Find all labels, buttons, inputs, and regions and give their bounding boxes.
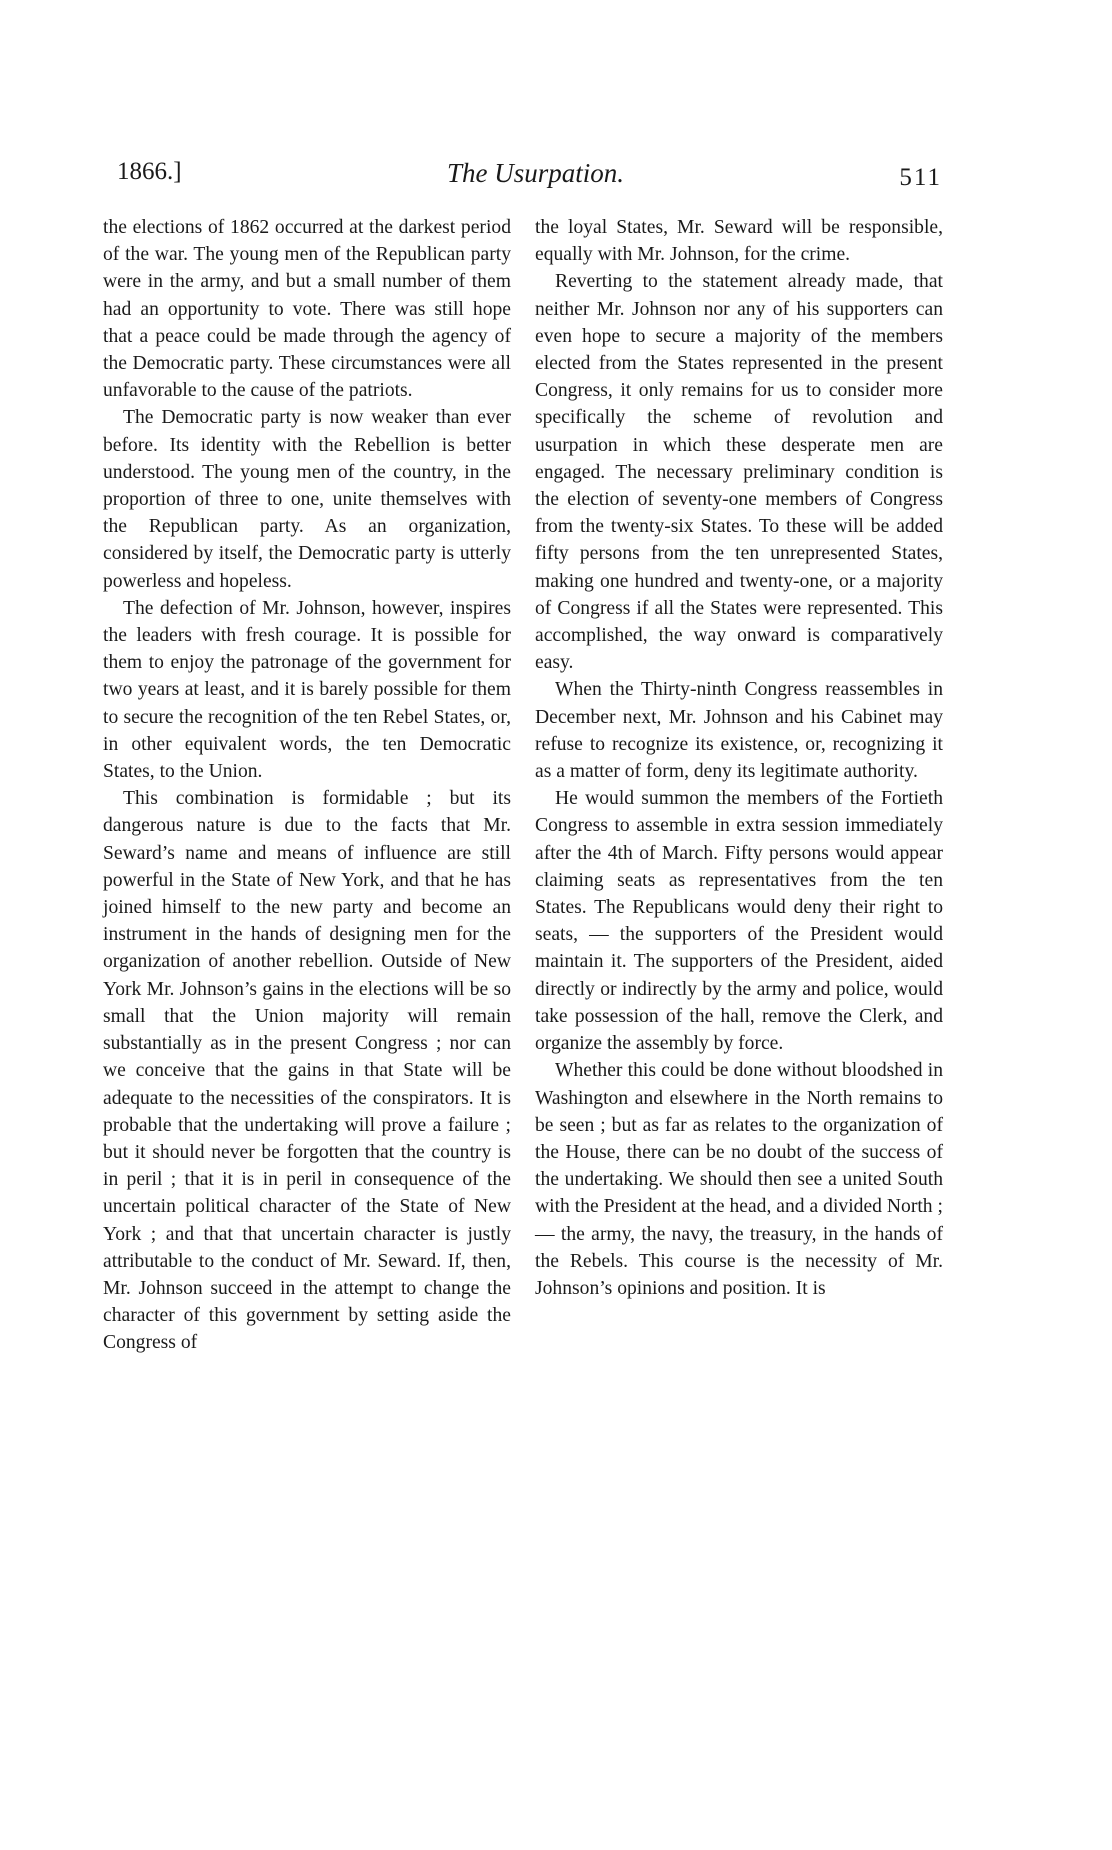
paragraph: He would summon the members of the Fortieth Congress to assemble in extra session immediately after the 4th of March. Fifty persons would appear claiming seats as representatives from the ten States. The Republicans would deny their right to seats, — the supporters of the President would maintain it. The supporters of the President, aided directly or indirectly by the army and police, would take possession of the hall, remove the Clerk, and organize the assembly by force. xyxy=(535,788,943,1055)
paragraph: This combination is formidable ; but its dangerous nature is due to the facts that Mr. Seward’s name and means of influence are still powerful in the State of New York, and that he has joined himself to the new party and become an instrument in the hands of designing men for the organization of another rebellion. Outside of New York Mr. Johnson’s gains in the elections will be so small that the Union majority will remain substantially as in the present Congress ; nor can we conceive that the gains in that State will be adequate to the necessities of the conspirators. It is probable that the undertaking will prove a failure ; but it should never be forgotten that the country is in peril ; that it is in peril in consequence of the uncertain political character of the State of New York ; and that that uncertain character is justly attributable to the conduct of Mr. Seward. If, then, Mr. Johnson succeed in the attempt to change the character of this government by setting aside the Congress of xyxy=(103,788,511,1354)
paragraph: Whether this could be done without bloodshed in Washington and elsewhere in the North remains to be seen ; but as far as relates to the organization of the House, there can be no doubt of the success of the undertaking. We should then see a united South with the President at the head, and a divided North ; — the army, the navy, the treasury, in the hands of the Rebels. This course is the necessity of Mr. Johnson’s opinions and position. It is xyxy=(535,1060,943,1299)
right-column xyxy=(535,214,943,1302)
paragraph: the elections of 1862 occurred at the darkest period of the war. The young men of the Republican party were in the army, and but a small number of them had an opportunity to vote. There was still hope that a peace could be made through the agency of the Democratic party. These circumstances were all unfavorable to the cause of the patriots. xyxy=(103,217,511,402)
paragraph: Reverting to the statement already made, that neither Mr. Johnson nor any of his supporters can even hope to secure a majority of the members elected from the States represented in the present Congress, it only remains for us to consider more specifically the scheme of revolution and usurpation in which these desperate men are engaged. The necessary preliminary condition is the election of seventy-one members of Congress from the twenty-six States. To these will be added fifty persons from the ten unrepresented States, making one hundred and twenty-one, or a majority of Congress if all the States were represented. This accomplished, the way onward is comparatively easy. xyxy=(535,271,943,674)
paragraph: The Democratic party is now weaker than ever before. Its identity with the Rebellion is better understood. The young men of the country, in the proportion of three to one, unite themselves with the Republican party. As an organization, considered by itself, the Democratic party is utterly powerless and hopeless. xyxy=(103,407,511,592)
running-head-year: 1866.] xyxy=(117,158,182,185)
page-number: 511 xyxy=(899,164,942,191)
left-column xyxy=(103,214,511,1357)
running-head-title: The Usurpation. xyxy=(447,158,625,188)
paragraph: the loyal States, Mr. Seward will be responsible, equally with Mr. Johnson, for the crime. xyxy=(535,217,943,266)
running-head xyxy=(103,158,942,192)
paragraph: The defection of Mr. Johnson, however, inspires the leaders with fresh courage. It is possible for them to enjoy the patronage of the government for two years at least, and it is barely possible for them to secure the recognition of the ten Rebel States, or, in other equivalent words, the ten Democratic States, to the Union. xyxy=(103,597,511,783)
paragraph: When the Thirty-ninth Congress reassembles in December next, Mr. Johnson and his Cabinet may refuse to recognize its existence, or, recognizing it as a matter of form, deny its legitimate authority. xyxy=(535,679,943,783)
